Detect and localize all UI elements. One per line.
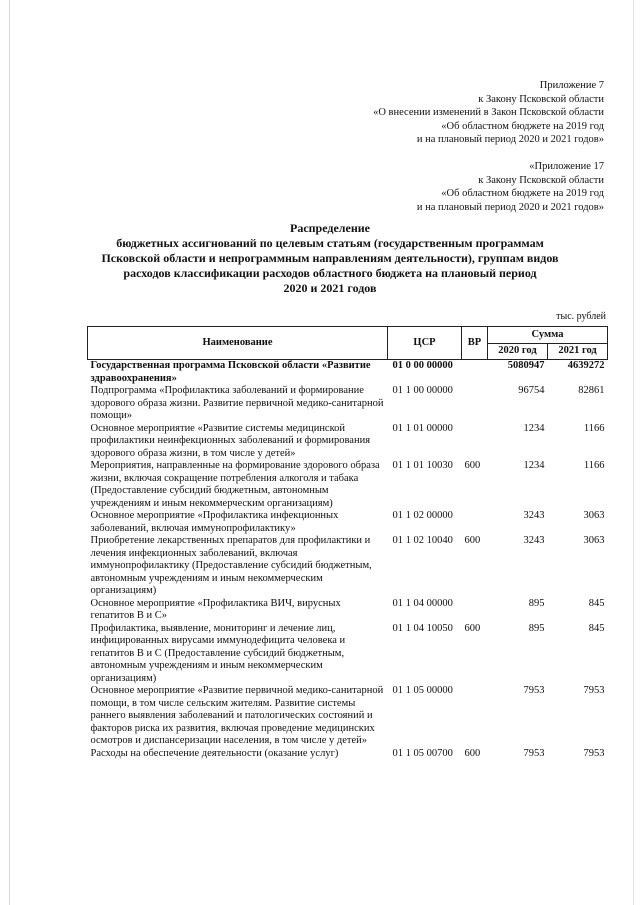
cell-2021: 3063: [583, 535, 605, 546]
cell-2021: 82861: [578, 385, 605, 396]
cell-vr: [462, 385, 488, 423]
document-title: [60, 221, 600, 296]
table-row: [88, 360, 608, 386]
cell-vr: [462, 510, 488, 535]
cell-2020: 3243: [523, 535, 545, 546]
annex-17-line: к Закону Псковской области: [478, 174, 604, 186]
cell-2021: 1166: [583, 460, 605, 471]
cell-2020: 5080947: [507, 360, 545, 371]
title-line: Псковской области и непрограммным направлениям деятельности), группам видов: [101, 251, 559, 265]
header-name: Наименование: [88, 327, 388, 360]
header-year-2021: 2021 год: [548, 344, 608, 360]
cell-2020: 1234: [523, 422, 545, 434]
annex-7-line: «Об областном бюджете на 2019 год: [441, 120, 604, 132]
table-row: [88, 510, 608, 535]
annex-17-line: «Приложение 17: [529, 161, 604, 172]
cell-2021: 1166: [583, 422, 605, 434]
cell-vr: [462, 423, 488, 461]
cell-2020: 96754: [518, 385, 545, 396]
cell-2021: 4639272: [567, 360, 605, 371]
budget-table: [87, 326, 608, 760]
table-row: [88, 748, 608, 761]
annex-7-block: [373, 79, 604, 147]
cell-2020: 3243: [523, 510, 545, 521]
header-year-2020: 2020 год: [488, 344, 548, 360]
cell-2021: 845: [588, 622, 605, 634]
cell-csr: 01 1 05 00000: [392, 685, 453, 696]
cell-vr: 600: [464, 747, 481, 759]
header-vr: ВР: [462, 327, 488, 360]
cell-name: Профилактика, выявление, мониторинг и лечение лиц, инфицированных вирусами иммунодефицита человека и гепатитов В и С (Предоставление субсидий бюджетным, автономным учреждениям и иным некоммерческим организациям): [90, 622, 346, 684]
table-row: [88, 598, 608, 623]
scan-edge-right: [633, 0, 634, 905]
table-row: [88, 535, 608, 598]
annex-17-line: и на плановый период 2020 и 2021 годов»: [416, 201, 604, 213]
cell-csr: 01 1 01 00000: [392, 422, 453, 434]
cell-2020: 7953: [523, 747, 545, 759]
table-body: [88, 360, 608, 761]
table-row: [88, 685, 608, 748]
cell-name: Основное мероприятие «Развитие первичной медико-санитарной помощи, в том числе сельским жителям. Развитие системы раннего выявления заболеваний и патологических состояний и факторов риска их развития, включая проведение медицинских осмотров и диспансеризации населения, в том числе у детей»: [90, 685, 384, 746]
cell-2021: 7953: [583, 685, 605, 696]
cell-2020: 1234: [523, 460, 545, 471]
header-sum: Сумма: [488, 327, 608, 344]
cell-vr: [462, 360, 488, 386]
title-line: Распределение: [289, 221, 371, 235]
annex-7-line: и на плановый период 2020 и 2021 годов»: [416, 134, 604, 145]
cell-csr: 01 0 00 00000: [392, 360, 453, 371]
table-header: [88, 327, 608, 360]
cell-name: Приобретение лекарственных препаратов для профилактики и лечения инфекционных заболеваний, включая иммунопрофилактику (Предоставление субсидий бюджетным, автономным учреждениям и иным некоммерческим организациям): [90, 535, 372, 596]
cell-vr: [462, 598, 488, 623]
table-row: [88, 623, 608, 686]
cell-2020: 895: [528, 622, 545, 634]
cell-csr: 01 1 05 00700: [392, 747, 453, 759]
cell-name: Мероприятия, направленные на формирование здорового образа жизни, включая сокращение потребления алкоголя и табака (Предоставление субсидий бюджетным, автономным учреждениям и иным некоммерческим организациям): [90, 460, 380, 509]
cell-name: Основное мероприятие «Профилактика ВИЧ, вирусных гепатитов В и С»: [90, 597, 341, 621]
cell-vr: [462, 685, 488, 748]
annex-17-block: [417, 160, 604, 214]
annex-17-line: «Об областном бюджете на 2019 год: [441, 188, 604, 199]
cell-2021: 3063: [583, 510, 605, 521]
cell-2021: 845: [588, 597, 605, 609]
cell-csr: 01 1 02 10040: [392, 535, 453, 546]
cell-name: Государственная программа Псковской области «Развитие здравоохранения»: [90, 360, 371, 384]
cell-name: Подпрограмма «Профилактика заболеваний и формирование здорового образа жизни. Развитие первичной медико-санитарной помощи»: [90, 385, 384, 421]
title-line: бюджетных ассигнований по целевым статьям (государственным программам: [116, 236, 544, 250]
cell-vr: 600: [464, 460, 481, 471]
cell-name: Расходы на обеспечение деятельности (оказание услуг): [90, 747, 339, 759]
cell-vr: 600: [464, 535, 481, 546]
cell-2021: 7953: [583, 747, 605, 759]
cell-vr: 600: [464, 622, 481, 634]
cell-csr: 01 1 04 00000: [392, 597, 453, 609]
units-label: тыс. рублей: [556, 311, 606, 322]
cell-name: Основное мероприятие «Развитие системы медицинской профилактики неинфекционных заболеваний и формирования здорового образа жизни, в том числе у детей»: [90, 422, 371, 459]
cell-csr: 01 1 01 10030: [392, 460, 453, 471]
scan-edge-left: [9, 0, 10, 905]
cell-name: Основное мероприятие «Профилактика инфекционных заболеваний, включая иммунопрофилактику»: [90, 510, 339, 534]
cell-csr: 01 1 00 00000: [392, 385, 453, 396]
cell-csr: 01 1 02 00000: [392, 510, 453, 521]
cell-2020: 895: [528, 597, 545, 609]
table-row: [88, 385, 608, 423]
annex-7-line: «О внесении изменений в Закон Псковской области: [373, 107, 604, 118]
annex-7-line: Приложение 7: [539, 80, 604, 91]
title-line: расходов классификации расходов областного бюджета на плановый период: [123, 266, 537, 280]
table-row: [88, 460, 608, 510]
cell-csr: 01 1 04 10050: [392, 622, 453, 634]
table-row: [88, 423, 608, 461]
annex-7-line: к Закону Псковской области: [478, 93, 604, 105]
header-csr: ЦСР: [388, 327, 462, 360]
title-line: 2020 и 2021 годов: [283, 281, 377, 295]
cell-2020: 7953: [523, 685, 545, 696]
